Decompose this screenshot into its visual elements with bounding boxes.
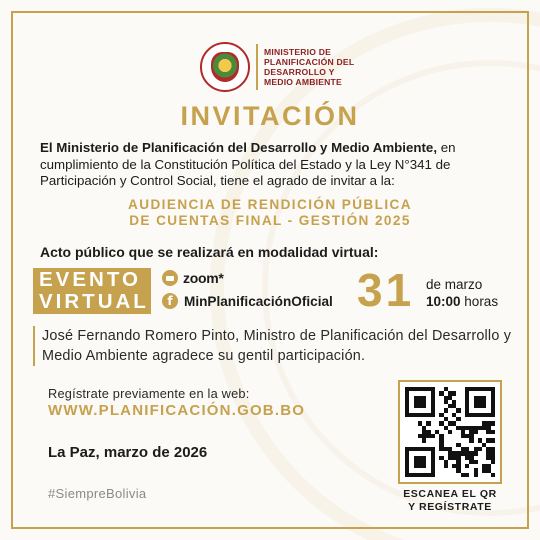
logo-line: MEDIO AMBIENTE bbox=[264, 77, 342, 87]
modality-text: Acto público que se realizará en modalidad virtual: bbox=[40, 244, 379, 260]
event-title-line: DE CUENTAS FINAL - GESTIÓN 2025 bbox=[129, 213, 411, 228]
virtual-event-badge bbox=[33, 268, 151, 314]
badge-line: EVENTO bbox=[39, 268, 141, 291]
qr-caption-line: ESCANEA EL QR bbox=[403, 488, 497, 500]
logo-line: MINISTERIO DE bbox=[264, 47, 332, 57]
thanks-paragraph: José Fernando Romero Pinto, Ministro de Planificación del Desarrollo y Medio Ambiente agradece su gentil participación. bbox=[42, 328, 512, 364]
invitation-title: INVITACIÓN bbox=[180, 101, 360, 131]
qr-code-pattern bbox=[405, 387, 495, 477]
register-label: Regístrate previamente en la web: bbox=[48, 386, 250, 401]
zoom-row[interactable] bbox=[162, 270, 224, 286]
logo-line: PLANIFICACIÓN DEL bbox=[264, 57, 355, 67]
video-camera-icon bbox=[162, 270, 178, 286]
logo-line: DESARROLLO Y bbox=[264, 67, 335, 77]
qr-code[interactable] bbox=[398, 380, 502, 484]
event-title-line: AUDIENCIA DE RENDICIÓN PÚBLICA bbox=[128, 197, 412, 212]
register-url-link[interactable]: WWW.PLANIFICACIÓN.GOB.BO bbox=[48, 402, 306, 419]
facebook-icon: f bbox=[162, 293, 178, 309]
qr-module bbox=[491, 473, 495, 477]
hashtag: #SiempreBolivia bbox=[48, 486, 147, 501]
badge-line: VIRTUAL bbox=[39, 290, 149, 313]
event-title bbox=[0, 197, 540, 229]
qr-caption bbox=[395, 488, 505, 514]
event-day: 31 bbox=[357, 264, 415, 316]
intro-rest: en cumplimiento de la Constitución Política del Estado y la Ley N°341 de Participación y Control Social, tiene el agrado de invitar a la: bbox=[40, 140, 456, 188]
national-emblem-icon bbox=[200, 42, 250, 92]
zoom-label: zoom* bbox=[183, 270, 224, 286]
event-time-unit: horas bbox=[464, 294, 499, 309]
place-date: La Paz, marzo de 2026 bbox=[48, 444, 208, 461]
event-date-details bbox=[426, 276, 498, 310]
event-month: de marzo bbox=[426, 277, 483, 292]
event-time: 10:00 bbox=[426, 294, 461, 309]
ministry-logo bbox=[200, 42, 354, 92]
thanks-accent-bar bbox=[33, 326, 35, 366]
event-time-line bbox=[426, 293, 498, 310]
logo-divider bbox=[256, 44, 258, 90]
facebook-page-label: MinPlanificaciónOficial bbox=[184, 293, 333, 309]
logo-text bbox=[264, 47, 354, 87]
qr-caption-line: Y REGÍSTRATE bbox=[408, 501, 492, 513]
intro-bold: El Ministerio de Planificación del Desarrollo y Medio Ambiente, bbox=[40, 140, 438, 155]
intro-paragraph bbox=[40, 140, 510, 190]
facebook-row[interactable] bbox=[162, 293, 333, 309]
